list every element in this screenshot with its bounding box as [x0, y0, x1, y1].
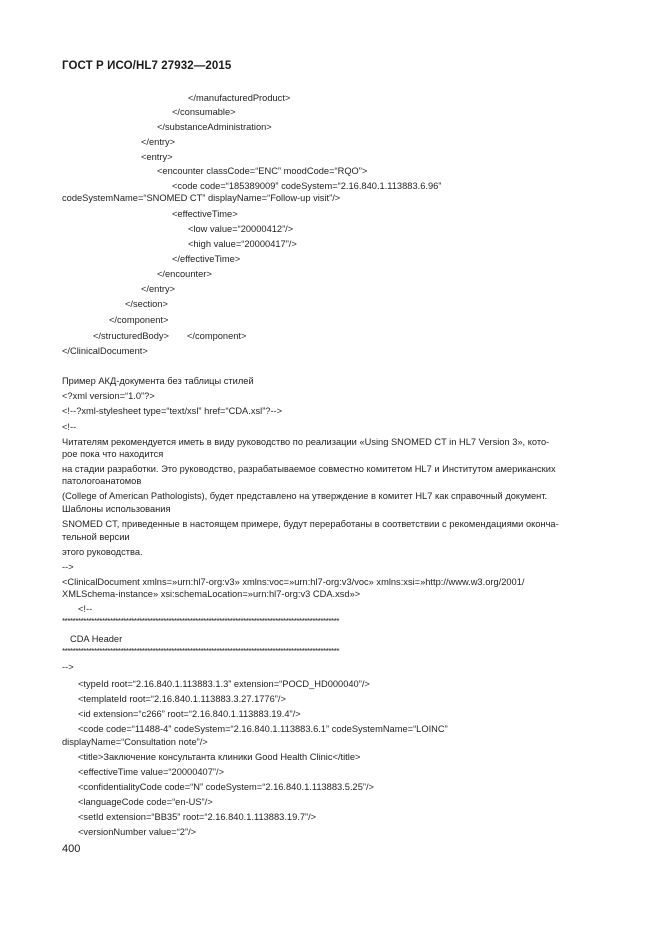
separator-line: ******************************************************************************************************** [62, 647, 339, 656]
example-title: Пример АКД-документа без таблицы стилей [62, 376, 254, 386]
code-line: <entry> [141, 152, 173, 162]
code-line: </consumable> [172, 107, 236, 117]
code-line: <ClinicalDocument xmlns=»urn:hl7-org:v3» xmlns:voc=»urn:hl7-org:v3/voc» xmlns:xsi=»http://www.w3.org/2001/ [62, 577, 525, 587]
code-line: <code code=“11488-4” codeSystem=“2.16.840.1.113883.6.1” codeSystemName=“LOINC” [78, 724, 448, 734]
code-line: <!-- [78, 604, 93, 614]
code-line: <confidentialityCode code=“N” codeSystem=“2.16.840.1.113883.5.25”/> [78, 782, 374, 792]
comment-line: рое пока что находится [62, 449, 164, 459]
code-line: </structuredBody> [93, 331, 169, 341]
code-line: <code code=“185389009” codeSystem=“2.16.840.1.113883.6.96” [172, 181, 442, 191]
code-line: <versionNumber value=“2”/> [78, 827, 197, 837]
code-line: </substanceAdministration> [157, 122, 272, 132]
comment-line: на стадии разработки. Это руководство, разрабатываемое совместно комитетом HL7 и Институтом американских [62, 464, 556, 474]
code-line: </entry> [141, 137, 176, 147]
code-line: <setId extension=“BB35” root=“2.16.840.1.113883.19.7”/> [78, 812, 317, 822]
comment-line: SNOMED CT, приведенные в настоящем примере, будут переработаны в соответствии с рекомендациями оконча- [62, 519, 559, 529]
code-line: <!-- [62, 422, 77, 432]
code-line: <!--?xml-stylesheet type=“text/xsl” href=“CDA.xsl”?--> [62, 406, 283, 416]
code-line: </manufacturedProduct> [188, 93, 291, 103]
code-line: displayName=“Consultation note”/> [62, 737, 208, 747]
code-line: <effectiveTime value=“20000407”/> [78, 767, 225, 777]
code-line: <title>Заключение консультанта клиники Good Health Clinic</title> [78, 752, 361, 762]
page-number: 400 [62, 843, 81, 855]
comment-line: патологоанатомов [62, 476, 142, 486]
code-line: </component> [187, 331, 247, 341]
comment-line: тельной версии [62, 532, 130, 542]
code-line: --> [62, 662, 74, 672]
comment-line: Читателям рекомендуется иметь в виду руководство по реализации «Using SNOMED CT in HL7 Version 3», кото- [62, 437, 550, 447]
code-line: </component> [109, 315, 169, 325]
code-line: <languageCode code=“en-US”/> [78, 797, 213, 807]
code-line: --> [62, 562, 74, 572]
comment-line: (College of American Pathologists), будет представлено на утверждение в комитет HL7 как справочный документ. [62, 491, 548, 501]
code-line: XMLSchema-instance» xsi:schemaLocation=»urn:hl7-org:v3 CDA.xsd»> [62, 589, 361, 599]
code-line: <low value=“20000412”/> [188, 224, 294, 234]
code-line: <effectiveTime> [172, 209, 238, 219]
code-line: <typeId root=“2.16.840.1.113883.1.3” extension=“POCD_HD000040”/> [78, 679, 370, 689]
code-line: <?xml version=“1.0”?> [62, 391, 155, 401]
code-line: </section> [125, 299, 168, 309]
code-line: </entry> [141, 284, 176, 294]
comment-line: Шаблоны использования [62, 504, 171, 514]
separator-line: ******************************************************************************************************** [62, 617, 339, 626]
code-line: <high value=“20000417”/> [188, 239, 297, 249]
code-line: <id extension=“c266” root=“2.16.840.1.113883.19.4”/> [78, 709, 301, 719]
comment-line: этого руководства. [62, 547, 143, 557]
code-line: <encounter classCode=“ENC” moodCode=“RQO”> [157, 166, 368, 176]
document-header: ГОСТ Р ИСО/HL7 27932—2015 [62, 60, 232, 72]
code-line: codeSystemName=“SNOMED CT” displayName=“Follow-up visit”/> [62, 193, 341, 203]
code-line: </encounter> [157, 269, 212, 279]
code-line: </ClinicalDocument> [62, 346, 148, 356]
code-line: <templateId root=“2.16.840.1.113883.3.27.1776”/> [78, 694, 286, 704]
section-label: CDA Header [70, 634, 123, 644]
code-line: </effectiveTime> [172, 254, 241, 264]
